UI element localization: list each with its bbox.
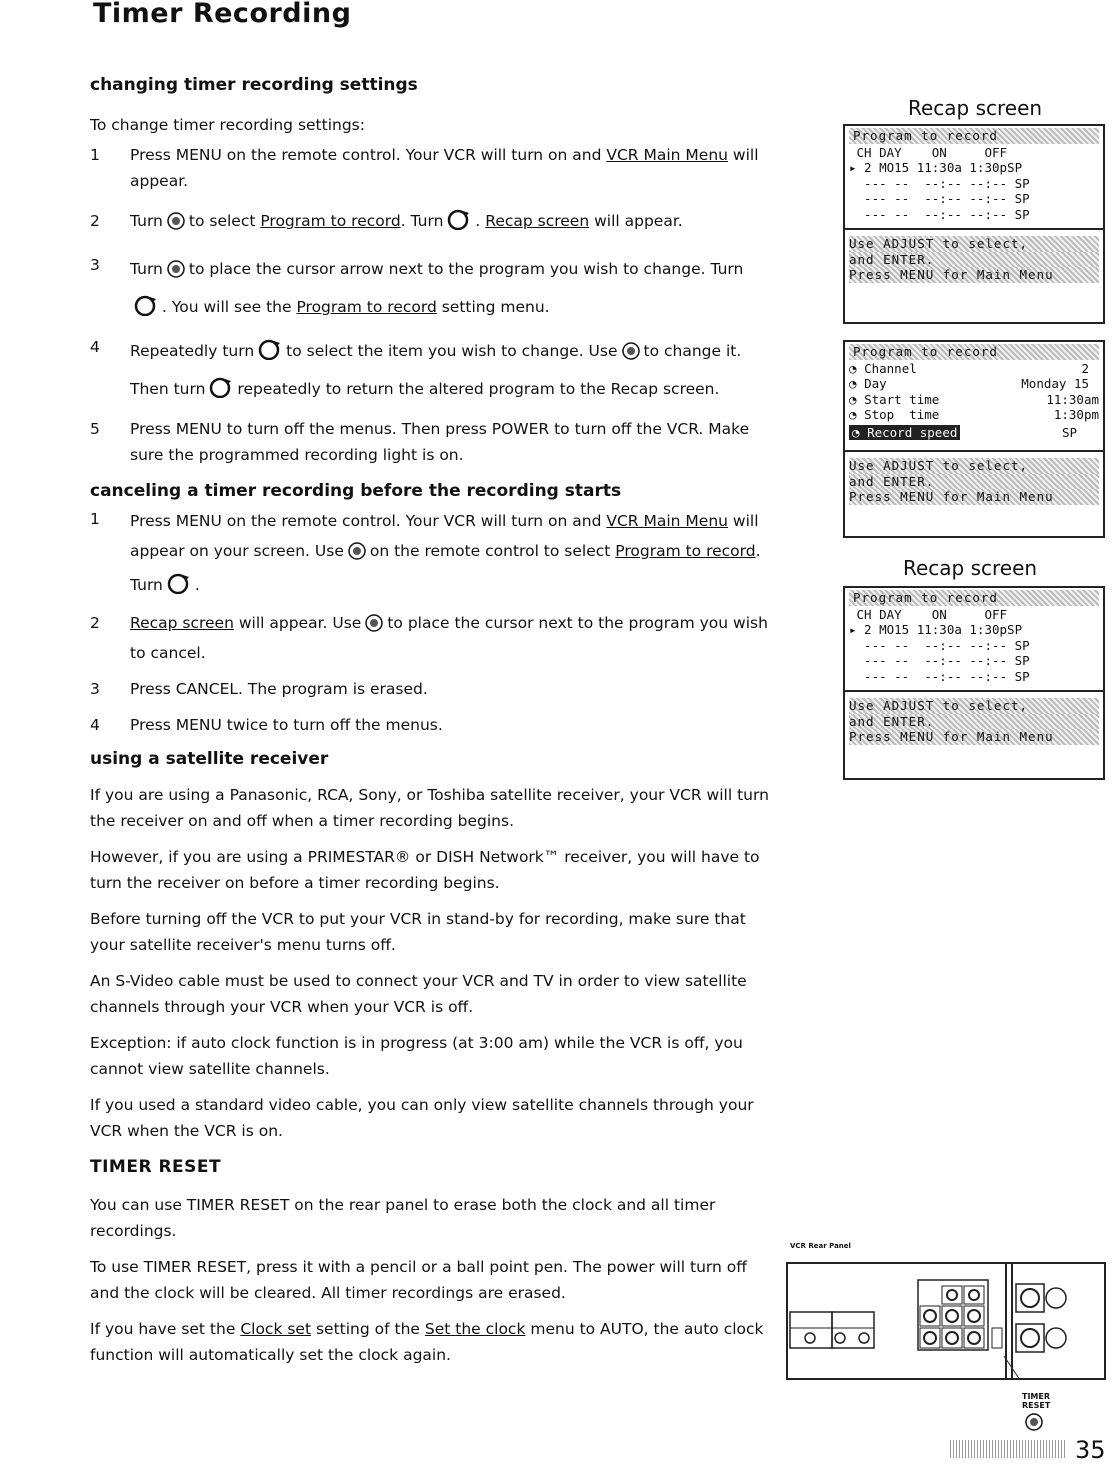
satellite-para-1: If you are using a Panasonic, RCA, Sony, or Toshiba satellite receiver, your VCR will turn the receiver on and off when a timer recording begins. <box>90 786 769 830</box>
osd-row: ▸ 2 MO15 11:30a 1:30pSP <box>849 160 1023 175</box>
satellite-para-2: However, if you are using a PRIMESTAR® or DISH Network™ receiver, you will have to turn the receiver on before a timer recording begins. <box>90 848 760 892</box>
step-number: 5 <box>90 420 100 438</box>
bullet-icon: ◔ <box>849 360 857 376</box>
osd-footer-line: Press MENU for Main Menu <box>849 267 1099 283</box>
osd-footer-line: and ENTER. <box>849 252 1099 268</box>
setting-label: Start time <box>864 391 940 407</box>
satellite-para-3: Before turning off the VCR to put your VCR in stand-by for recording, make sure that your satellite receiver's menu turns off. <box>90 910 746 954</box>
rear-panel-label: VCR Rear Panel <box>790 1242 851 1250</box>
canceling-step-3 <box>90 676 770 702</box>
canceling-heading: canceling a timer recording before the recording starts <box>90 481 622 501</box>
osd-footer-line: and ENTER. <box>849 714 1099 730</box>
adjust-dial-icon <box>348 540 366 570</box>
step-text: will appear on your screen. Use <box>130 512 759 560</box>
clock-set-ref: Clock set <box>240 1320 312 1338</box>
step-text: will appear. Use <box>233 614 362 632</box>
step-text: Turn <box>130 260 163 278</box>
setting-value: Monday 15 <box>1021 376 1089 391</box>
step-number: 1 <box>90 510 100 528</box>
vcr-main-menu-ref: VCR Main Menu <box>606 146 728 164</box>
timer-reset-para-1: You can use TIMER RESET on the rear panel to erase both the clock and all timer recordings. <box>90 1196 716 1240</box>
setting-label: Channel <box>864 360 917 376</box>
para-text: menu to AUTO, the auto clock function will automatically set the clock again. <box>90 1320 764 1364</box>
osd-footer-line: and ENTER. <box>849 474 1099 490</box>
recap-screen-ref: Recap screen <box>130 614 234 632</box>
osd-row: --- -- --:-- --:-- SP <box>849 637 1030 653</box>
set-the-clock-ref: Set the clock <box>424 1320 526 1338</box>
changing-step-4 <box>90 334 770 410</box>
satellite-para-4: An S-Video cable must be used to connect your VCR and TV in order to view satellite channels through your VCR when your VCR is off. <box>90 972 747 1016</box>
changing-step-1 <box>90 142 770 194</box>
step-text: repeatedly to return the altered program to the Recap screen. <box>237 380 720 398</box>
timer-reset-para-2: To use TIMER RESET, press it with a pencil or a ball point pen. The power will turn off and the clock will be cleared. All timer recordings are erased. <box>90 1258 747 1302</box>
setting-label: Day <box>864 376 887 391</box>
setting-value: 1:30pm <box>1053 407 1099 422</box>
step-text: Press MENU twice to turn off the menus. <box>130 716 443 734</box>
step-text: . Turn <box>130 542 761 594</box>
osd-row: ▸ 2 MO15 11:30a 1:30pSP <box>849 622 1023 637</box>
main-text-column <box>90 72 770 1378</box>
step-number: 2 <box>90 212 100 230</box>
step-text: . <box>475 212 486 230</box>
adjust-dial-icon <box>167 212 185 238</box>
osd-divider <box>845 228 1103 230</box>
program-to-record-ref: Program to record <box>296 298 437 316</box>
osd-row: --- -- --:-- --:-- SP <box>849 206 1030 222</box>
step-number: 4 <box>90 338 100 356</box>
step-text: Press MENU on the remote control. Your VCR will turn on and <box>130 512 607 530</box>
osd-setting-row <box>849 392 1099 408</box>
setting-value: 11:30am <box>1046 391 1099 407</box>
reset-label-line: TIMER <box>1022 1392 1051 1401</box>
satellite-para-5: Exception: if auto clock function is in progress (at 3:00 am) while the VCR is off, you cannot view satellite channels. <box>90 1034 743 1078</box>
bullet-icon: ◔ <box>849 407 857 422</box>
changing-intro: To change timer recording settings: <box>90 116 365 134</box>
setting-label: Record speed <box>867 424 958 440</box>
setting-value: 2 <box>1081 360 1089 376</box>
bullet-icon: ◔ <box>849 391 857 407</box>
step-text: . <box>194 576 200 594</box>
changing-step-3 <box>90 252 770 328</box>
timer-reset-para-3 <box>90 1316 770 1368</box>
satellite-para-6: If you used a standard video cable, you can only view satellite channels through your VCR when the VCR is on. <box>90 1096 754 1140</box>
program-to-record-ref: Program to record <box>260 212 401 230</box>
adjust-dial-icon <box>622 338 640 372</box>
osd-setting-row <box>849 376 1099 392</box>
step-number: 1 <box>90 146 100 164</box>
step-number: 3 <box>90 256 100 274</box>
canceling-step-4 <box>90 712 770 738</box>
reset-label-line: RESET <box>1022 1401 1051 1410</box>
recap-screen-2 <box>843 586 1105 780</box>
osd-row: --- -- --:-- --:-- SP <box>849 653 1030 668</box>
osd-footer-line: Use ADJUST to select, <box>849 458 1099 474</box>
timer-reset-heading: TIMER RESET <box>90 1157 222 1177</box>
step-text: Press MENU on the remote control. Your VCR will turn on and <box>130 146 607 164</box>
step-text: to change it. Then turn <box>130 342 742 398</box>
enter-dial-icon <box>447 208 471 238</box>
canceling-step-2 <box>90 610 770 666</box>
adjust-dial-icon <box>167 256 185 290</box>
osd-banner: Program to record <box>849 344 1099 360</box>
osd-banner: Program to record <box>849 128 1099 144</box>
enter-dial-icon <box>258 338 282 372</box>
setting-value-blinking: SP <box>1061 424 1077 440</box>
enter-dial-icon <box>209 376 233 410</box>
step-text: . Turn <box>400 212 444 230</box>
enter-dial-icon <box>134 294 158 328</box>
step-number: 2 <box>90 614 100 632</box>
step-text: Press CANCEL. The program is erased. <box>130 680 428 698</box>
step-text: Turn <box>130 212 163 230</box>
vcr-rear-panel <box>786 1262 1106 1380</box>
page-title: Timer Recording <box>93 0 352 29</box>
step-text: Repeatedly turn <box>130 342 255 360</box>
step-text: to place the cursor arrow next to the program you wish to change. Turn <box>188 260 744 278</box>
program-to-record-ref: Program to record <box>615 542 756 560</box>
step-text: on the remote control to select <box>369 542 616 560</box>
page-number: 35 <box>1075 1436 1106 1464</box>
osd-header: CH DAY ON OFF <box>849 144 1008 160</box>
osd-row: --- -- --:-- --:-- SP <box>849 191 1030 206</box>
timer-reset-button-icon <box>1024 1412 1044 1436</box>
enter-dial-icon <box>167 572 191 604</box>
recap-screen-ref: Recap screen <box>485 212 590 230</box>
bullet-icon: ◔ <box>852 424 860 440</box>
osd-footer-line: Use ADJUST to select, <box>849 236 1099 252</box>
step-number: 4 <box>90 716 100 734</box>
osd-setting-row <box>849 361 1099 377</box>
osd-footer-line: Press MENU for Main Menu <box>849 729 1099 745</box>
adjust-dial-icon <box>365 614 383 640</box>
step-text: will appear. <box>130 146 759 190</box>
changing-heading: changing timer recording settings <box>90 75 418 95</box>
vcr-main-menu-ref: VCR Main Menu <box>606 512 728 530</box>
step-number: 3 <box>90 680 100 698</box>
program-to-record-screen <box>843 340 1105 538</box>
step-text: to place the cursor next to the program you wish to cancel. <box>130 614 768 662</box>
recap-caption-1: Recap screen <box>908 96 1043 120</box>
changing-step-2 <box>90 208 770 238</box>
osd-row: --- -- --:-- --:-- SP <box>849 175 1030 191</box>
timer-reset-label <box>1022 1392 1050 1410</box>
osd-footer-line: Press MENU for Main Menu <box>849 489 1099 505</box>
para-text: If you have set the <box>90 1320 241 1338</box>
satellite-heading: using a satellite receiver <box>90 749 329 769</box>
canceling-step-1 <box>90 506 770 604</box>
recap-screen-1 <box>843 124 1105 324</box>
para-text: setting of the <box>311 1320 425 1338</box>
step-text: Press MENU to turn off the menus. Then press POWER to turn off the VCR. Make sure the programmed recording light is on. <box>130 420 750 464</box>
osd-divider <box>845 450 1103 452</box>
osd-row: --- -- --:-- --:-- SP <box>849 668 1030 684</box>
bullet-icon: ◔ <box>849 376 857 391</box>
step-text: to select <box>188 212 261 230</box>
osd-footer-line: Use ADJUST to select, <box>849 698 1099 714</box>
setting-label: Stop time <box>864 407 940 422</box>
rear-panel-drawing <box>788 1264 1104 1378</box>
step-text: to select the item you wish to change. Use <box>286 342 618 360</box>
step-text: . You will see the <box>162 298 297 316</box>
step-text: will appear. <box>589 212 683 230</box>
decorative-strip <box>950 1440 1065 1458</box>
osd-setting-row <box>849 407 1099 423</box>
osd-banner: Program to record <box>849 590 1099 606</box>
changing-step-5 <box>90 416 770 468</box>
step-text: setting menu. <box>436 298 550 316</box>
osd-divider <box>845 690 1103 692</box>
osd-setting-row-selected <box>849 425 1099 441</box>
osd-header: CH DAY ON OFF <box>849 606 1008 622</box>
recap-caption-2: Recap screen <box>903 556 1038 580</box>
